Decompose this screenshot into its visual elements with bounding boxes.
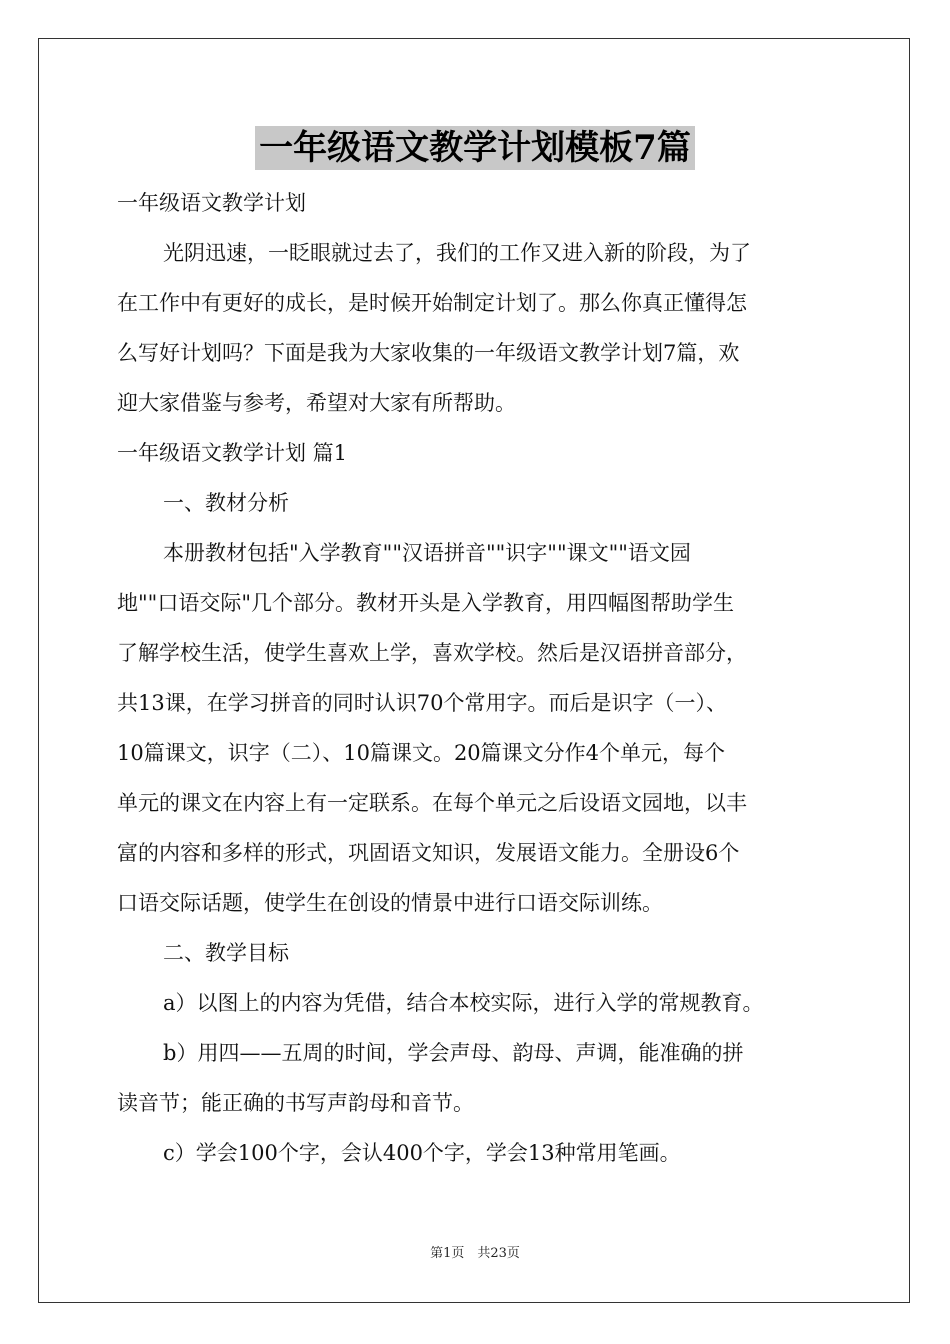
document-body bbox=[117, 178, 837, 1178]
text-line: 一年级语文教学计划 bbox=[117, 191, 306, 215]
text-line: 口语交际话题，使学生在创设的情景中进行口语交际训练。 bbox=[117, 891, 663, 915]
text-line: 在工作中有更好的成长，是时候开始制定计划了。那么你真正懂得怎 bbox=[117, 291, 747, 315]
text-line: 富的内容和多样的形式，巩固语文知识，发展语文能力。全册设6个 bbox=[117, 841, 740, 865]
page-footer: 第1页 共23页 bbox=[430, 1246, 520, 1261]
text-line: c）学会100个字，会认400个字，学会13种常用笔画。 bbox=[163, 1141, 681, 1165]
text-line: 本册教材包括"入学教育""汉语拼音""识字""课文""语文园 bbox=[163, 541, 691, 565]
text-line: 么写好计划吗？下面是我为大家收集的一年级语文教学计划7篇，欢 bbox=[117, 341, 740, 365]
text-line: 一、教材分析 bbox=[163, 491, 289, 515]
text-line: 单元的课文在内容上有一定联系。在每个单元之后设语文园地，以丰 bbox=[117, 791, 747, 815]
text-line: 共13课，在学习拼音的同时认识70个常用字。而后是识字（一）、 bbox=[117, 691, 727, 715]
text-line: b）用四——五周的时间，学会声母、韵母、声调，能准确的拼 bbox=[163, 1041, 744, 1065]
text-line: 光阴迅速，一眨眼就过去了，我们的工作又进入新的阶段，为了 bbox=[163, 241, 751, 265]
title-wrapper bbox=[0, 126, 950, 170]
text-line: 地""口语交际"几个部分。教材开头是入学教育，用四幅图帮助学生 bbox=[117, 591, 734, 615]
text-line: 二、教学目标 bbox=[163, 941, 289, 965]
text-line: 了解学校生活，使学生喜欢上学，喜欢学校。然后是汉语拼音部分， bbox=[117, 641, 747, 665]
text-line: a）以图上的内容为凭借，结合本校实际，进行入学的常规教育。 bbox=[163, 991, 764, 1015]
text-line: 迎大家借鉴与参考，希望对大家有所帮助。 bbox=[117, 391, 516, 415]
text-line: 一年级语文教学计划 篇1 bbox=[117, 441, 348, 465]
text-line: 10篇课文，识字（二）、10篇课文。20篇课文分作4个单元，每个 bbox=[117, 741, 726, 765]
text-line: 读音节；能正确的书写声韵母和音节。 bbox=[117, 1091, 474, 1115]
document-title: 一年级语文教学计划模板7篇 bbox=[255, 126, 695, 170]
